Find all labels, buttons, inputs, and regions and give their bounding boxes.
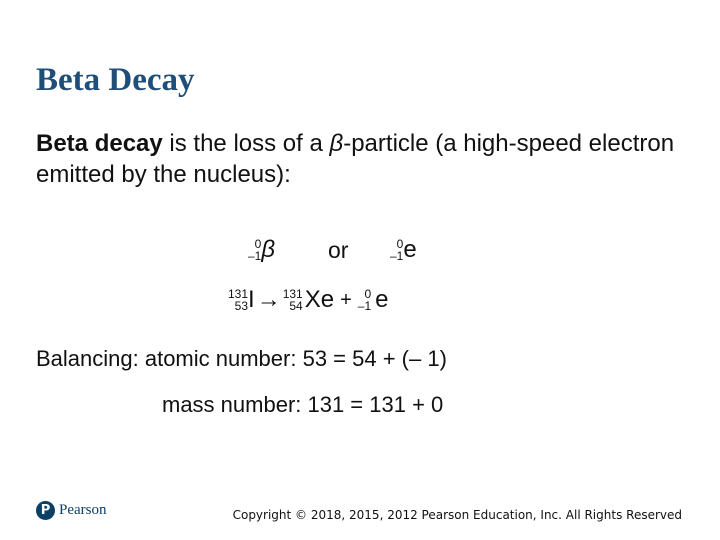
balancing-atomic-line: Balancing: atomic number: 53 = 54 + (– 1) xyxy=(36,346,447,371)
beta-mass: 0 xyxy=(254,237,262,251)
reactant-symbol: I xyxy=(248,286,255,313)
electron-charge: –1 xyxy=(390,249,404,263)
copyright-notice: Copyright © 2018, 2015, 2012 Pearson Education, Inc. All Rights Reserved xyxy=(232,508,682,522)
equation-electron-charge: –1 xyxy=(357,299,372,313)
balancing-mass-line: mass number: 131 = 131 + 0 xyxy=(162,392,444,417)
plus-sign: + xyxy=(340,288,352,311)
pearson-p-icon: P xyxy=(36,501,55,520)
electron-mass: 0 xyxy=(396,237,404,251)
intro-bold-term: Beta decay xyxy=(36,130,163,157)
reactant-atomic: 53 xyxy=(234,299,249,313)
electron-numbers xyxy=(390,238,403,262)
reaction-arrow: → xyxy=(256,286,281,313)
product-symbol: Xe xyxy=(304,286,335,313)
beta-symbol: β xyxy=(261,236,276,263)
nuclear-equation xyxy=(228,284,389,316)
or-text: or xyxy=(328,237,349,263)
equation-electron-symbol: e xyxy=(375,286,389,313)
pearson-wordmark: Pearson xyxy=(59,502,107,518)
electron-symbol: e xyxy=(403,236,417,263)
product-mass: 131 xyxy=(282,287,303,301)
pearson-logo xyxy=(36,501,107,520)
beta-numbers xyxy=(248,238,261,262)
equation-electron-numbers xyxy=(358,288,371,312)
product-numbers xyxy=(283,288,303,312)
beta-charge: –1 xyxy=(248,249,262,263)
equation-electron-mass: 0 xyxy=(364,287,372,301)
intro-text xyxy=(36,128,676,190)
intro-part1: is the loss of a xyxy=(162,130,330,157)
beta-notation xyxy=(248,234,275,266)
intro-beta-symbol: β xyxy=(329,130,344,157)
slide-title: Beta Decay xyxy=(36,62,195,98)
intro-part2: -particle (a high-speed electron emitted by the nucleus): xyxy=(36,130,675,188)
reactant-numbers xyxy=(228,288,248,312)
electron-notation xyxy=(390,234,417,266)
product-atomic: 54 xyxy=(289,299,303,313)
reactant-mass: 131 xyxy=(228,287,249,301)
